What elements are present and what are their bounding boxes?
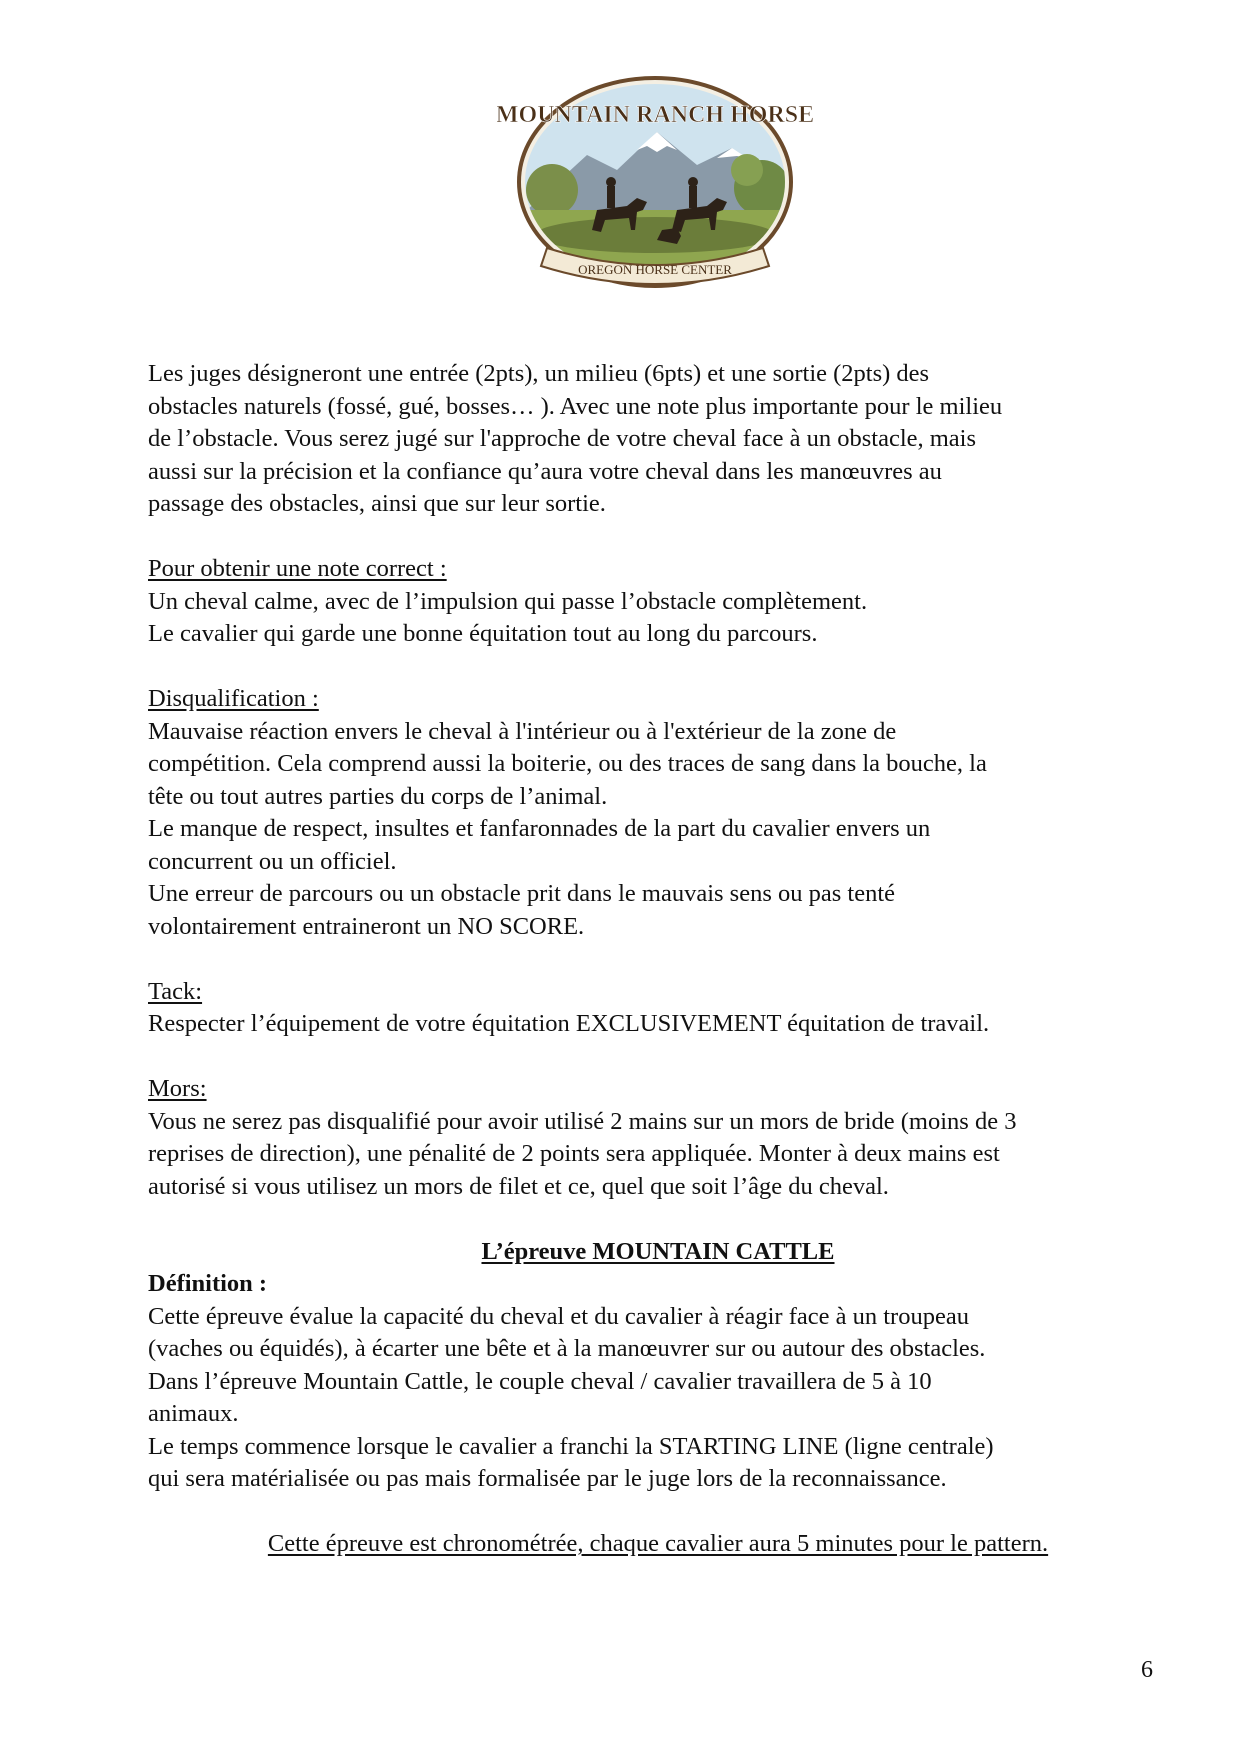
intro-line: obstacles naturels (fossé, gué, bosses… ). Avec une note plus importante pour le milieu	[148, 392, 1003, 420]
note-line: Le cavalier qui garde une bonne équitation tout au long du parcours.	[148, 620, 818, 647]
tack-heading: Tack:	[148, 977, 203, 1005]
disqualification-line: Le manque de respect, insultes et fanfaronnades de la part du cavalier envers un	[148, 815, 931, 842]
document-body	[148, 358, 1168, 1561]
section-title: L’épreuve MOUNTAIN CATTLE	[481, 1237, 835, 1265]
disqualification-line: compétition. Cela comprend aussi la boiterie, ou des traces de sang dans la bouche, la	[148, 750, 987, 777]
intro-line: aussi sur la précision et la confiance qu’aura votre cheval dans les manœuvres au	[148, 457, 942, 485]
disqualification-line: Mauvaise réaction envers le cheval à l'intérieur ou à l'extérieur de la zone de	[148, 717, 897, 745]
mountain-ranch-horse-logo	[497, 60, 813, 296]
disqualification-heading: Disqualification :	[148, 685, 319, 712]
disqualification-line: Une erreur de parcours ou un obstacle prit dans le mauvais sens ou pas tenté	[148, 880, 896, 907]
tack-line: Respecter l’équipement de votre équitation EXCLUSIVEMENT équitation de travail.	[148, 1010, 990, 1037]
definition-line: animaux.	[148, 1400, 239, 1427]
definition-line: (vaches ou équidés), à écarter une bête et à la manœuvrer sur ou autour des obstacles.	[148, 1335, 986, 1362]
intro-line: de l’obstacle. Vous serez jugé sur l'approche de votre cheval face à un obstacle, mais	[148, 425, 977, 452]
definition-line: Dans l’épreuve Mountain Cattle, le couple cheval / cavalier travaillera de 5 à 10	[148, 1367, 932, 1395]
definition-line: Le temps commence lorsque le cavalier a franchi la STARTING LINE (ligne centrale)	[148, 1432, 994, 1460]
definition-line: qui sera matérialisée ou pas mais formalisée par le juge lors de la reconnaissance.	[148, 1465, 947, 1492]
disqualification-line: volontairement entraineront un NO SCORE.	[148, 912, 585, 940]
page-number: 6	[1141, 1657, 1153, 1683]
intro-line: passage des obstacles, ainsi que sur leur sortie.	[148, 490, 606, 517]
note-line: Un cheval calme, avec de l’impulsion qui passe l’obstacle complètement.	[148, 587, 868, 615]
definition-heading: Définition :	[148, 1270, 268, 1297]
intro-line: Les juges désigneront une entrée (2pts), un milieu (6pts) et une sortie (2pts) des	[148, 360, 930, 387]
disqualification-line: tête ou tout autres parties du corps de l’animal.	[148, 782, 608, 810]
mors-line: autorisé si vous utilisez un mors de filet et ce, quel que soit l’âge du cheval.	[148, 1172, 889, 1200]
logo-subtitle: OREGON HORSE CENTER	[578, 262, 732, 277]
mors-line: reprises de direction), une pénalité de 2 points sera appliquée. Monter à deux mains est	[148, 1140, 1000, 1167]
mors-line: Vous ne serez pas disqualifié pour avoir utilisé 2 mains sur un mors de bride (moins de 3	[148, 1107, 1017, 1135]
definition-line: Cette épreuve évalue la capacité du cheval et du cavalier à réagir face à un troupeau	[148, 1302, 969, 1330]
logo-title: MOUNTAIN RANCH HORSE	[497, 102, 813, 128]
note-heading: Pour obtenir une note correct :	[148, 555, 447, 582]
mors-heading: Mors:	[148, 1075, 207, 1102]
disqualification-line: concurrent ou un officiel.	[148, 847, 397, 875]
timing-note: Cette épreuve est chronométrée, chaque cavalier aura 5 minutes pour le pattern.	[267, 1530, 1049, 1557]
